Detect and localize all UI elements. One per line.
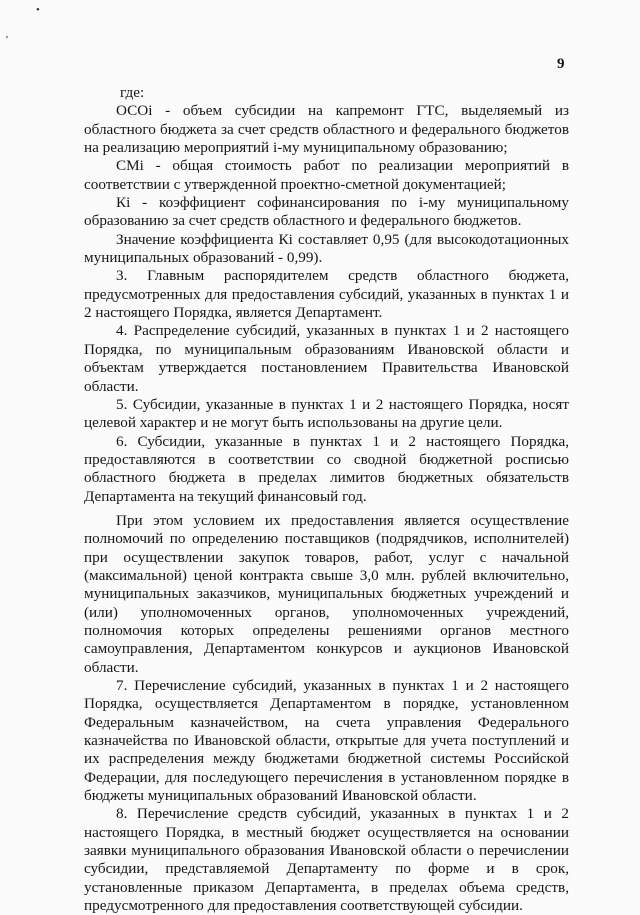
paragraph-sm-definition: СМi - общая стоимость работ по реализации мероприятий в соответствии с утвержденной проектно-сметной документацией; bbox=[84, 157, 569, 193]
scan-mark: ’ bbox=[5, 34, 9, 46]
paragraph-item-6: 6. Субсидии, указанные в пунктах 1 и 2 настоящего Порядка, предоставляются в соответствии со сводной бюджетной росписью областного бюджета в пределах лимитов бюджетных обязательств Департамента на текущий финансовый год. bbox=[84, 432, 569, 505]
document-body bbox=[84, 84, 569, 915]
scan-mark: • bbox=[36, 4, 40, 16]
page-number: 9 bbox=[557, 56, 565, 72]
paragraph-item-4: 4. Распределение субсидий, указанных в пунктах 1 и 2 настоящего Порядка, по муниципальным образованиям Ивановской области и объектам утверждается постановлением Правительства Ивановской области. bbox=[84, 322, 569, 395]
paragraph-coefficient-value: Значение коэффициента Кi составляет 0,95 (для высокодотационных муниципальных образований - 0,99). bbox=[84, 230, 569, 267]
paragraph-item-3: 3. Главным распорядителем средств областного бюджета, предусмотренных для предоставления субсидий, указанных в пунктах 1 и 2 настоящего Порядка, является Департамент. bbox=[84, 267, 569, 322]
paragraph-item-7: 7. Перечисление субсидий, указанных в пунктах 1 и 2 настоящего Порядка, осуществляется Департаментом в порядке, установленном Федеральным казначейством, на счета управления Федерального казначейства по Ивановской области, открытые для учета поступлений и их распределения между бюджетами бюджетной системы Российской Федерации, для последующего перечисления в установленном порядке в бюджеты муниципальных образований Ивановской области. bbox=[84, 677, 569, 805]
paragraph-item-5: 5. Субсидии, указанные в пунктах 1 и 2 настоящего Порядка, носят целевой характер и не могут быть использованы на другие цели. bbox=[84, 395, 569, 432]
paragraph-k-definition: Кi - коэффициент софинансирования по i-му муниципальному образованию за счет средств областного и федерального бюджетов. bbox=[84, 194, 569, 230]
paragraph-oso-definition: ОСОi - объем субсидии на капремонт ГТС, выделяемый из областного бюджета за счет средств областного и федерального бюджетов на реализацию мероприятий i-му муниципальному образованию; bbox=[84, 102, 569, 157]
paragraph-item-8: 8. Перечисление средств субсидий, указанных в пунктах 1 и 2 настоящего Порядка, в местный бюджет осуществляется на основании заявки муниципального образования Ивановской области о перечислении субсидии, представляемой Департаменту по форме и в срок, установленные приказом Департамента, в пределах объема средств, предусмотренного для предоставления соответствующей субсидии. bbox=[84, 805, 569, 915]
paragraph-item-6-condition: При этом условием их предоставления является осуществление полномочий по определению поставщиков (подрядчиков, исполнителей) при осуществлении закупок товаров, работ, услуг с начальной (максимальной) ценой контракта свыше 3,0 млн. рублей включительно, муниципальных заказчиков, муниципальных бюджетных учреждений и (или) уполномоченных органов, уполномоченных учреждений, полномочия которых определены решениями органов местного самоуправления, Департаментом конкурсов и аукционов Ивановской области. bbox=[84, 511, 569, 676]
paragraph-intro: где: bbox=[120, 84, 145, 101]
